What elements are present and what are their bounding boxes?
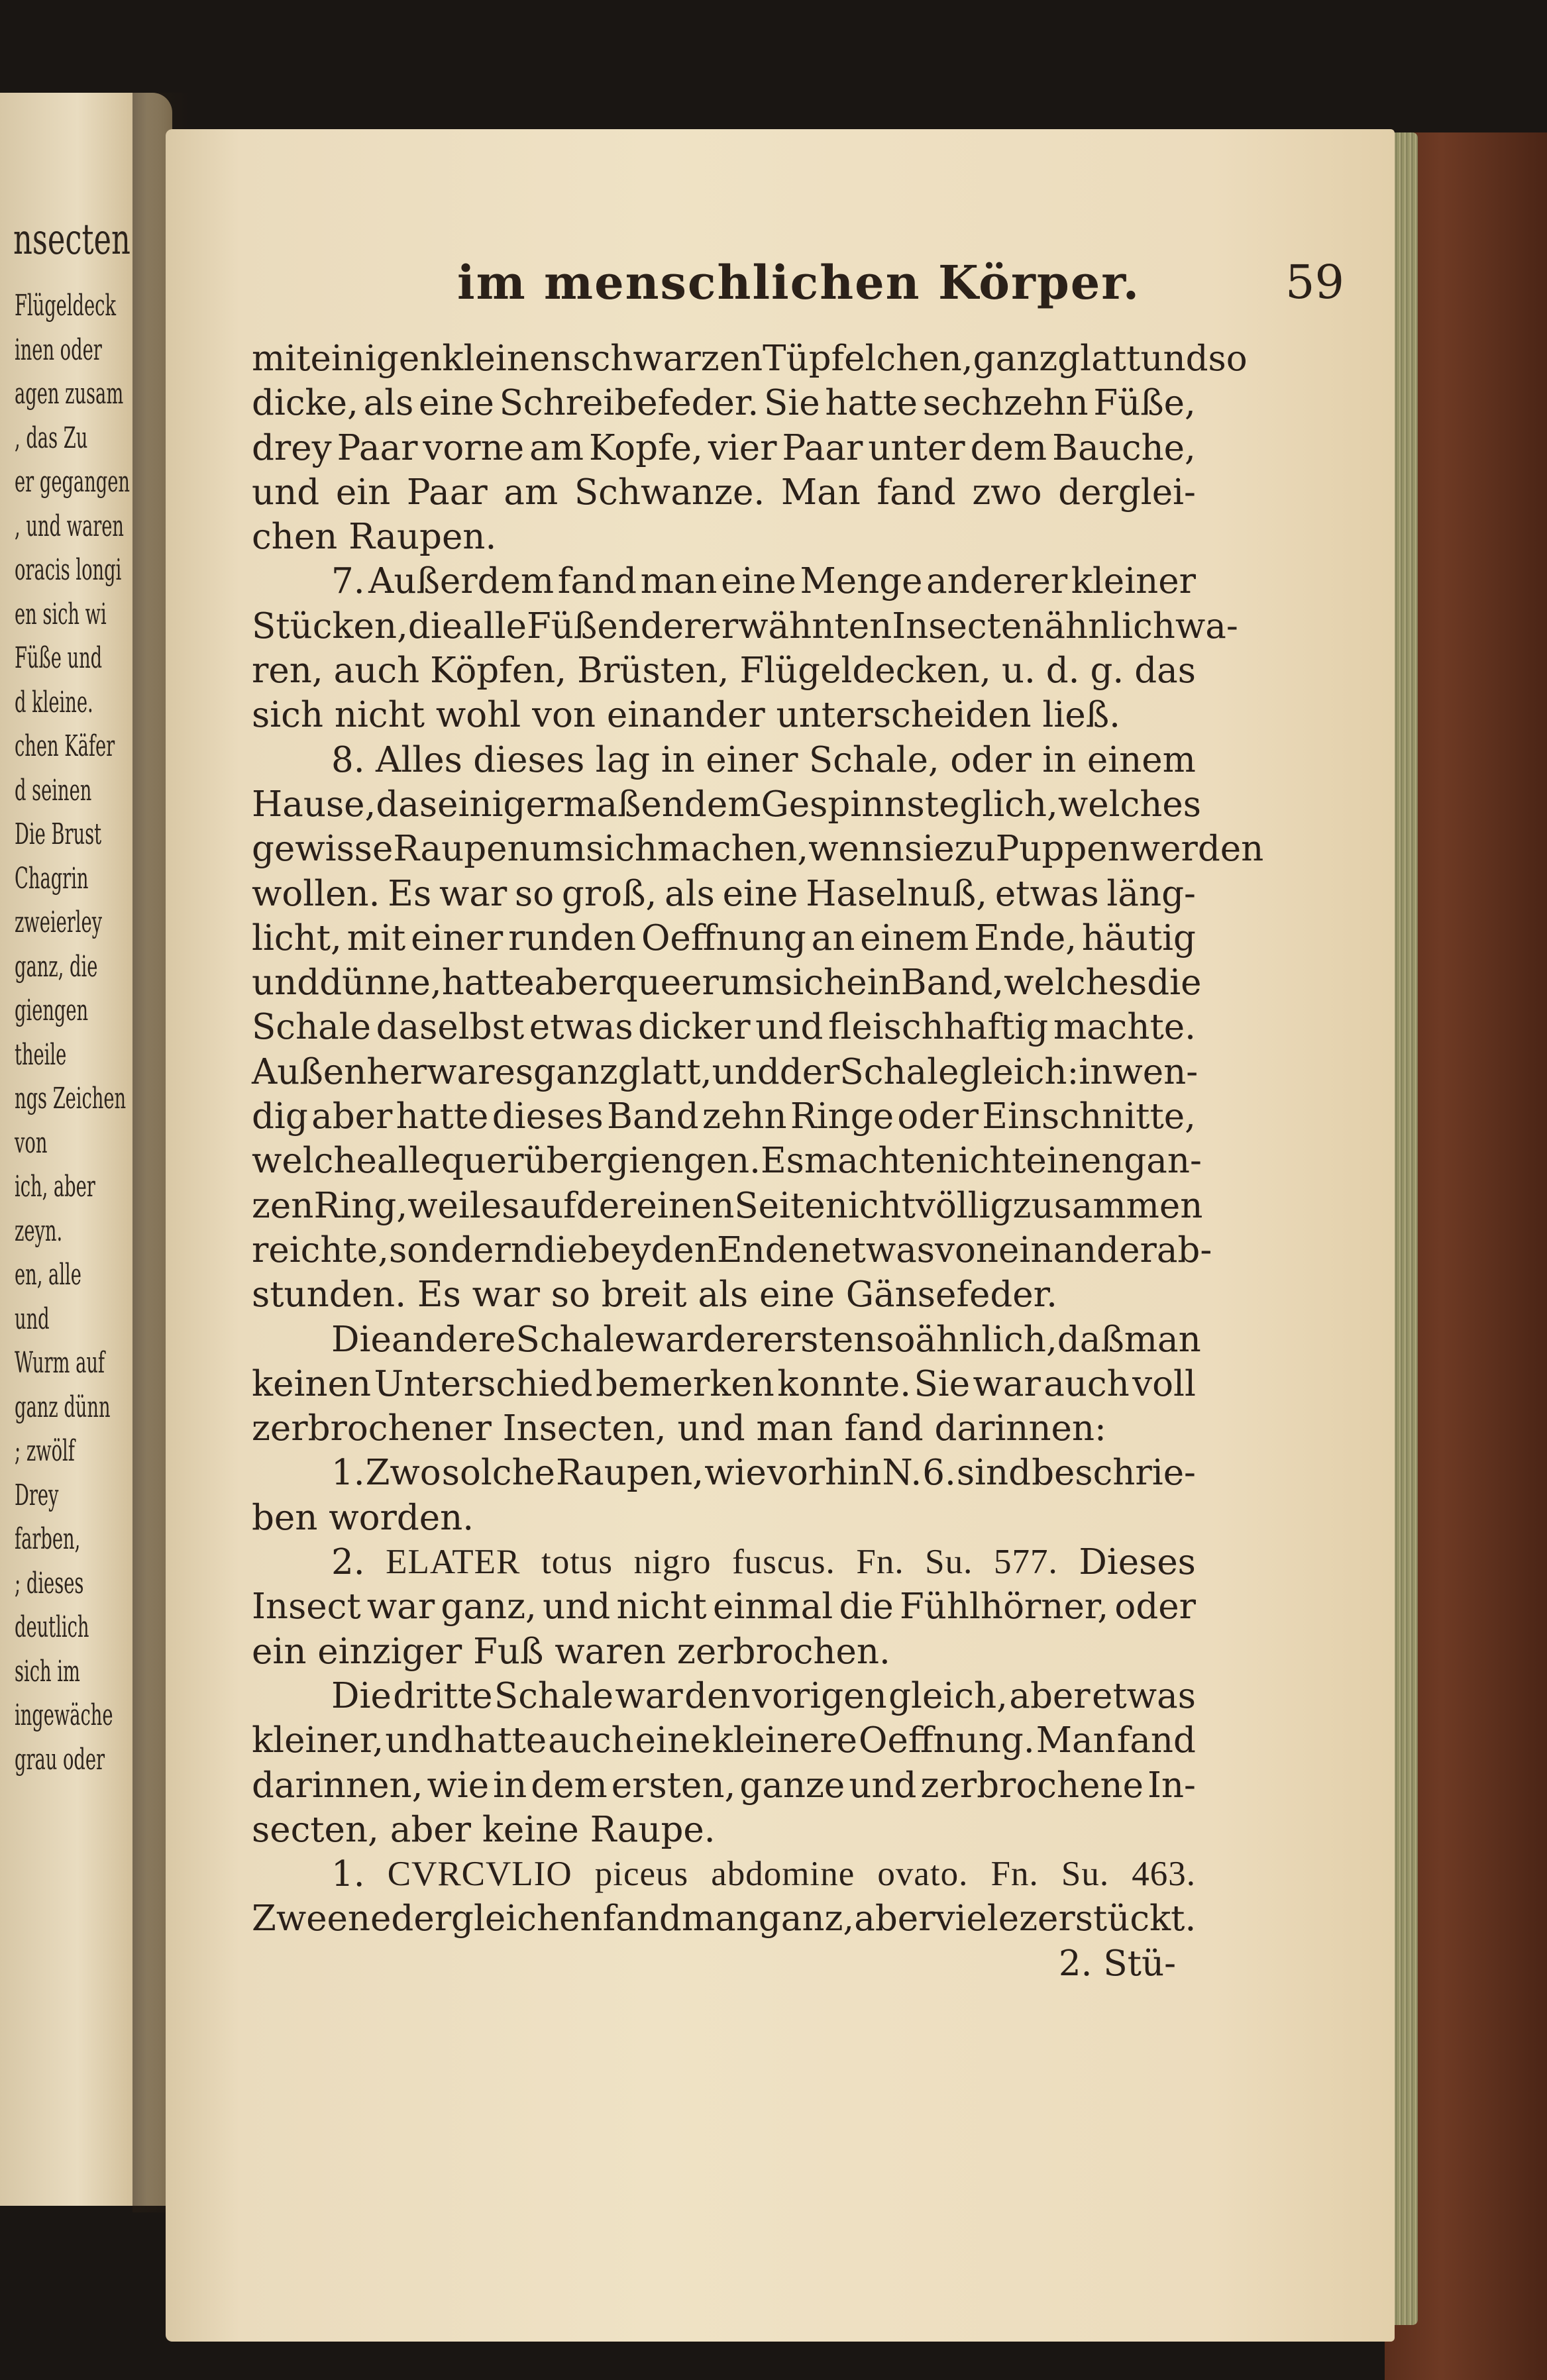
text-line: 8. Alles dieses lag in einer Schale, oder in einem xyxy=(331,739,1196,780)
text-line: und dünne, hatte aber queer um sich ein Band, welches die xyxy=(252,962,1202,1004)
text-line: kleiner, und hatte auch eine kleinere Oeffnung. Man fand xyxy=(252,1720,1196,1761)
text-line: gewisse Raupen um sich machen, wenn sie zu Puppen werden xyxy=(252,829,1264,870)
text-line: Stücken, die alle Füßen der erwähnten Insecten ähnlich wa- xyxy=(252,605,1238,647)
left-page-fragment: deutlich xyxy=(15,1610,89,1644)
left-page-fragment: ganz dünn xyxy=(15,1390,111,1424)
left-page-fragment: Drey xyxy=(15,1478,59,1512)
left-page-fragment: Flügeldeck xyxy=(15,289,116,323)
text-line: mit einigen kleinen schwarzen Tüpfelchen, ganz glatt und so xyxy=(252,338,1248,379)
left-page-fragment: en sich wi xyxy=(15,597,107,631)
left-page-fragment: d kleine. xyxy=(15,685,93,719)
left-page-fragment: ; zwölf xyxy=(15,1434,75,1468)
left-page-fragment: inen oder xyxy=(15,333,102,367)
left-page-fragment: Die Brust xyxy=(15,817,102,851)
left-page-fragment: , und waren xyxy=(15,509,124,543)
left-page-fragment: agen zusam xyxy=(15,377,124,411)
body-text xyxy=(252,336,1264,1986)
left-page-fragment: , das Zu xyxy=(15,421,88,455)
left-page-fragment: oracis longi xyxy=(15,553,122,587)
left-page-fragment: chen Käfer xyxy=(15,729,115,763)
left-page-fragment: theile xyxy=(15,1037,67,1072)
text-line: Außenher war es ganz glatt, und der Schale gleich: inwen- xyxy=(252,1051,1199,1092)
left-page-fragment: von xyxy=(15,1125,48,1160)
text-line: ben worden. xyxy=(252,1497,474,1538)
text-line: Die andere Schale war der ersten so ähnlich, daß man xyxy=(331,1319,1201,1360)
text-line: drey Paar vorne am Kopfe, vier Paar unter dem Bauche, xyxy=(252,427,1196,468)
left-page-fragment: sich im xyxy=(15,1654,80,1688)
text-line: licht, mit einer runden Oeffnung an einem Ende, häutig xyxy=(252,917,1196,958)
text-line: zen Ring, weil es auf der einen Seite nicht völlig zusammen xyxy=(252,1185,1203,1226)
text-line: wollen. Es war so groß, als eine Haselnuß, etwas läng- xyxy=(252,873,1196,914)
left-page-fragment: zweierley xyxy=(15,905,103,939)
text-line: welche alle querüber giengen. Es machte nicht einen gan- xyxy=(252,1141,1202,1182)
text-line: und ein Paar am Schwanze. Man fand zwo derglei- xyxy=(252,472,1196,513)
left-page-fragment: er gegangen xyxy=(15,465,130,499)
text-line: sich nicht wohl von einander unterscheiden ließ. xyxy=(252,695,1120,736)
text-line: ein einziger Fuß waren zerbrochen. xyxy=(252,1631,890,1672)
left-page-fragment: Chagrin xyxy=(15,861,89,896)
left-page-fragment: en, alle xyxy=(15,1258,81,1292)
text-line: darinnen, wie in dem ersten, ganze und zerbrochene In- xyxy=(252,1765,1196,1806)
text-line: Hause, das einigermaßen dem Gespinnste glich, welches xyxy=(252,784,1201,825)
text-line: zerbrochener Insecten, und man fand darinnen: xyxy=(252,1408,1106,1449)
text-line: 7. Außerdem fand man eine Menge anderer kleiner xyxy=(331,561,1196,602)
left-page-fragment: d seinen xyxy=(15,773,92,807)
running-head-title: im menschlichen Körper. xyxy=(457,255,1141,310)
text-line: 2. ELATER totus nigro fuscus. Fn. Su. 577. Dieses xyxy=(331,1542,1196,1583)
text-line: keinen Unterschied bemerken konnte. Sie war auch voll xyxy=(252,1363,1196,1404)
text-line: ren, auch Köpfen, Brüsten, Flügeldecken, u. d. g. das xyxy=(252,650,1196,692)
left-page-fragment: zeyn. xyxy=(15,1214,63,1248)
left-page-fragment: farben, xyxy=(15,1522,81,1556)
text-line: secten, aber keine Raupe. xyxy=(252,1809,716,1850)
text-line: reichte, sondern die beyden Enden etwas von einander ab- xyxy=(252,1229,1212,1270)
left-page-fragment: Wurm auf xyxy=(15,1346,105,1380)
left-page-fragment: ich, aber xyxy=(15,1170,95,1204)
text-line: dicke, als eine Schreibefeder. Sie hatte sechzehn Füße, xyxy=(252,383,1196,424)
text-line: Zweene dergleichen fand man ganz, aber viele zerstückt. xyxy=(252,1898,1197,1940)
text-line: stunden. Es war so breit als eine Gänsefeder. xyxy=(252,1274,1057,1316)
text-line: Insect war ganz, und nicht einmal die Fühlhörner, oder xyxy=(252,1586,1196,1628)
text-line: chen Raupen. xyxy=(252,517,497,558)
left-page-fragment: grau oder xyxy=(15,1742,105,1777)
left-page-fragment: Füße und xyxy=(15,641,103,675)
text-line: Schale daselbst etwas dicker und fleischhaftig machte. xyxy=(252,1007,1196,1048)
left-page-fragment: ingewäche xyxy=(15,1698,113,1732)
left-page-fragment: und xyxy=(15,1302,50,1336)
left-page-fragment: ; dieses xyxy=(15,1566,84,1600)
text-line: 1. Zwo solche Raupen, wie vorhin N. 6. sind beschrie- xyxy=(331,1453,1196,1494)
left-page-fragment: ganz, die xyxy=(15,949,98,984)
page-number: 59 xyxy=(1285,255,1345,309)
text-line: 1. CVRCVLIO piceus abdomine ovato. Fn. Su. 463. xyxy=(331,1854,1196,1895)
left-page-fragment: ngs Zeichen xyxy=(15,1082,127,1115)
text-line: Die dritte Schale war den vorigen gleich, aber etwas xyxy=(331,1675,1196,1716)
left-running-head: nsecten xyxy=(13,215,131,264)
catchword: 2. Stü- xyxy=(1058,1943,1176,1984)
left-page-fragment: giengen xyxy=(15,994,89,1027)
text-line: dig aber hatte dieses Band zehn Ringe oder Einschnitte, xyxy=(252,1096,1196,1137)
